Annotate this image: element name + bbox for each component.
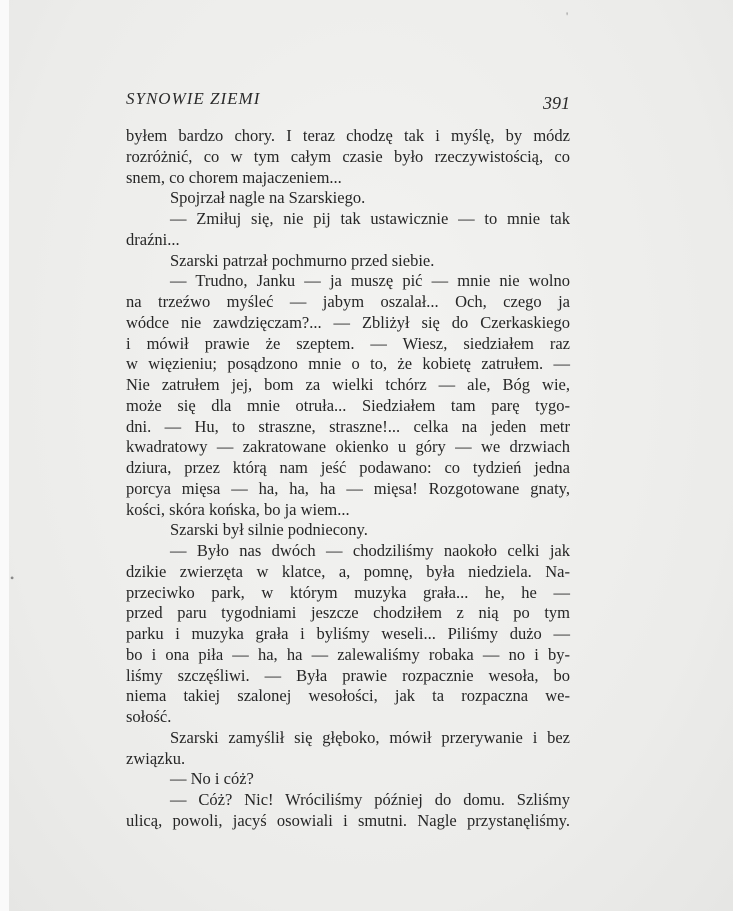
running-title: SYNOWIE ZIEMI (126, 89, 261, 108)
text-line: może się dla mnie otruła... Siedziałem tam parę tygo- (126, 395, 570, 415)
margin-speck: ' (566, 9, 569, 23)
margin-speck: • (10, 571, 15, 585)
text-line: sołość. (126, 707, 172, 726)
text-line: — Było nas dwóch — chodziliśmy naokoło celki jak (170, 541, 570, 560)
text-line: draźni... (126, 229, 180, 249)
text-line: niema takiej szalonej wesołości, jak ta rozpaczna we- (126, 686, 570, 706)
body-text (126, 126, 570, 832)
text-line: Szarski patrzał pochmurno przed siebie. (170, 250, 435, 270)
text-line: parku i muzyka grała i byliśmy weseli... Piliśmy dużo — (126, 624, 570, 643)
text-line: wódce nie zawdzięczam?... — Zbliżył się do Czerkaskiego (126, 312, 570, 332)
text-line: Szarski był silnie podniecony. (170, 520, 368, 540)
text-line: w więzieniu; posądzono mnie o to, że kobietę zatrułem. — (126, 354, 570, 374)
text-line: snem, co chorem majaczeniem... (126, 167, 342, 187)
text-line: — Trudno, Janku — ja muszę pić — mnie nie wolno (170, 271, 570, 291)
text-line: przeciwko park, w którym muzyka grała... he, he — (126, 582, 570, 602)
text-line: na trzeźwo myśleć — jabym oszalał... Och, czego ja (126, 292, 570, 311)
text-line: — Cóż? Nic! Wróciliśmy później do domu. Szliśmy (170, 790, 570, 809)
text-line: przed paru tygodniami jeszcze chodziłem z nią po tym (126, 603, 570, 623)
text-line: i mówił prawie że szeptem. — Wiesz, siedziałem raz (126, 333, 570, 353)
text-line: porcya mięsa — ha, ha, ha — mięsa! Rozgotowane gnaty, (126, 478, 570, 498)
text-line: rozróżnić, co w tym całym czasie było rzeczywistością, co (126, 146, 570, 166)
text-line: związku. (126, 748, 186, 768)
text-line: — No i cóż? (170, 769, 254, 789)
text-line: liśmy szczęśliwi. — Była prawie rozpacznie wesoła, bo (126, 665, 570, 685)
text-line: dziura, przez którą nam jeść podawano: co tydzień jedna (126, 458, 570, 477)
text-line: byłem bardzo chory. I teraz chodzę tak i myślę, by módz (126, 126, 570, 145)
text-line: — Zmiłuj się, nie pij tak ustawicznie — to mnie tak (170, 209, 570, 228)
page-header (126, 89, 570, 113)
text-line: Nie zatrułem jej, bom za wielki tchórz — ale, Bóg wie, (126, 375, 570, 394)
text-line: bo i ona piła — ha, ha — zalewaliśmy robaka — no i by- (126, 644, 570, 664)
text-line: dni. — Hu, to straszne, straszne!... celka na jeden metr (126, 416, 570, 436)
text-line: kości, skóra końska, bo ja wiem... (126, 499, 350, 519)
text-line: kwadratowy — zakratowane okienko u góry — we drzwiach (126, 437, 570, 457)
text-line: ulicą, powoli, jacyś osowiali i smutni. Nagle przystanęliśmy. (126, 810, 570, 830)
page-number: 391 (543, 93, 570, 113)
page-edge (0, 0, 9, 911)
text-line: dzikie zwierzęta w klatce, a, pomnę, była niedziela. Na- (126, 561, 570, 581)
text-line: Spojrzał nagle na Szarskiego. (170, 188, 366, 208)
text-line: Szarski zamyślił się głęboko, mówił przerywanie i bez (170, 727, 570, 747)
